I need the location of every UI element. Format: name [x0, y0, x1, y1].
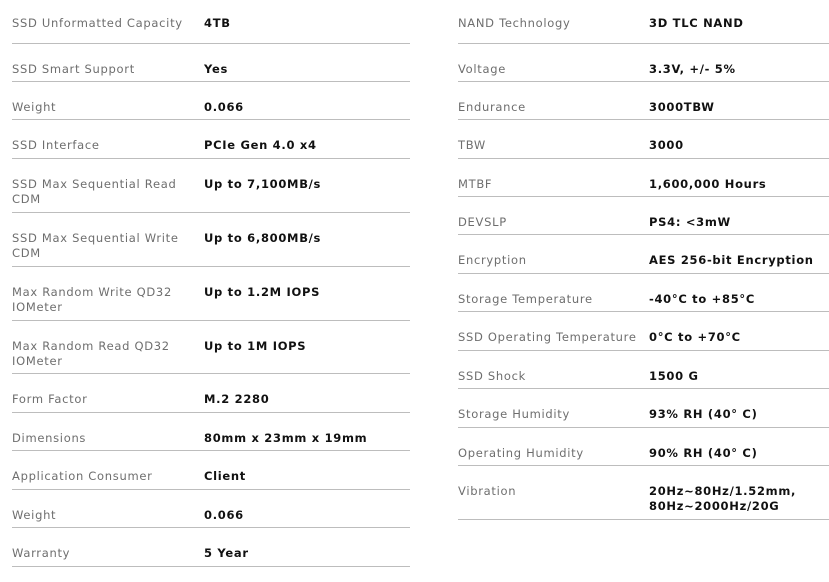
spec-row [12, 120, 410, 159]
spec-value: 3D TLC NAND [649, 16, 744, 30]
spec-row [12, 82, 410, 120]
spec-value: PS4: <3mW [649, 215, 731, 229]
spec-row [458, 120, 829, 159]
spec-label: Voltage [458, 62, 507, 76]
spec-label: DEVSLP [458, 215, 507, 229]
spec-value: 93% RH (40° C) [649, 407, 758, 421]
spec-row [458, 0, 829, 44]
spec-label: Form Factor [12, 392, 88, 406]
spec-row [12, 44, 410, 82]
spec-row [458, 428, 829, 466]
spec-row [12, 451, 410, 490]
spec-value: 1500 G [649, 369, 699, 383]
spec-label: Max Random Write QD32 IOMeter [12, 285, 172, 314]
spec-value: M.2 2280 [204, 392, 270, 406]
spec-column-left [12, 0, 410, 567]
spec-value: Up to 6,800MB/s [204, 231, 322, 245]
spec-row [458, 82, 829, 120]
spec-row [12, 490, 410, 528]
spec-row [458, 235, 829, 274]
spec-value: 0°C to +70°C [649, 330, 741, 344]
spec-value: Up to 7,100MB/s [204, 177, 322, 191]
spec-value: 90% RH (40° C) [649, 446, 758, 460]
spec-label: Warranty [12, 546, 71, 560]
spec-row [12, 528, 410, 567]
spec-label: SSD Shock [458, 369, 527, 383]
spec-row [12, 0, 410, 44]
spec-value: Yes [204, 62, 229, 76]
spec-label: Endurance [458, 100, 526, 114]
spec-row [458, 466, 829, 520]
spec-value: 80mm x 23mm x 19mm [204, 431, 368, 445]
spec-label: SSD Unformatted Capacity [12, 16, 183, 30]
spec-label: Max Random Read QD32 IOMeter [12, 339, 170, 368]
spec-label: Application Consumer [12, 469, 153, 483]
spec-value: Up to 1M IOPS [204, 339, 307, 353]
spec-column-right [458, 0, 829, 520]
spec-row [12, 413, 410, 451]
spec-label: SSD Smart Support [12, 62, 135, 76]
spec-label: Weight [12, 100, 57, 114]
spec-row [12, 159, 410, 213]
spec-row [12, 374, 410, 413]
spec-row [458, 274, 829, 312]
spec-label: Storage Humidity [458, 407, 570, 421]
spec-value: 4TB [204, 16, 231, 30]
spec-row [12, 321, 410, 374]
spec-label: SSD Operating Temperature [458, 330, 637, 344]
spec-value: 1,600,000 Hours [649, 177, 767, 191]
spec-value: 0.066 [204, 100, 244, 114]
spec-label: Vibration [458, 484, 517, 498]
spec-label: NAND Technology [458, 16, 571, 30]
spec-row [12, 213, 410, 267]
spec-label: Operating Humidity [458, 446, 584, 460]
spec-label: MTBF [458, 177, 493, 191]
spec-value: 0.066 [204, 508, 244, 522]
spec-label: Dimensions [12, 431, 87, 445]
spec-value: 3000 [649, 138, 684, 152]
spec-label: SSD Max Sequential Write CDM [12, 231, 179, 260]
spec-label: Storage Temperature [458, 292, 593, 306]
spec-label: SSD Max Sequential Read CDM [12, 177, 177, 206]
spec-value: Up to 1.2M IOPS [204, 285, 321, 299]
spec-value: PCIe Gen 4.0 x4 [204, 138, 317, 152]
spec-label: Encryption [458, 253, 527, 267]
spec-value: 3.3V, +/- 5% [649, 62, 736, 76]
spec-row [458, 197, 829, 235]
spec-row [12, 267, 410, 321]
spec-row [458, 312, 829, 351]
spec-value: 3000TBW [649, 100, 715, 114]
spec-value: AES 256-bit Encryption [649, 253, 814, 267]
spec-row [458, 389, 829, 428]
spec-row [458, 159, 829, 197]
spec-value: 5 Year [204, 546, 249, 560]
spec-label: Weight [12, 508, 57, 522]
spec-value: 20Hz~80Hz/1.52mm, 80Hz~2000Hz/20G [649, 484, 797, 513]
spec-row [458, 351, 829, 389]
spec-value: Client [204, 469, 247, 483]
spec-label: SSD Interface [12, 138, 100, 152]
spec-value: -40°C to +85°C [649, 292, 756, 306]
spec-row [458, 44, 829, 82]
spec-label: TBW [458, 138, 486, 152]
